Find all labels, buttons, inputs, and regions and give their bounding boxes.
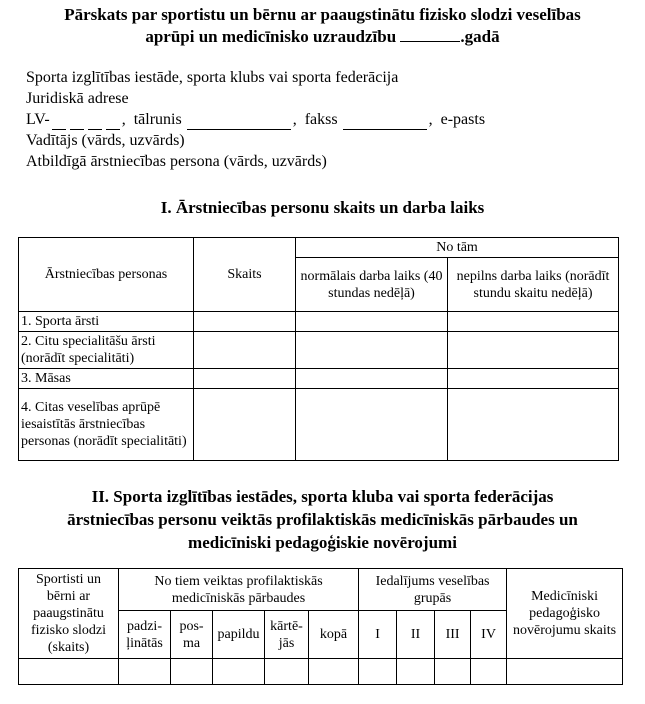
row-label: 3. Māsas <box>19 369 194 389</box>
part-time-cell[interactable] <box>448 369 619 389</box>
col-header-checks: No tiem veiktas profilaktiskās medicīniskās pārbaudes <box>119 569 359 611</box>
col-header-of-which: No tām <box>296 238 619 258</box>
col-header-group-4: IV <box>471 611 507 659</box>
contact-line: LV- , tālrunis , fakss , e-pasts <box>26 111 486 128</box>
full-time-cell[interactable] <box>296 312 448 332</box>
table-row <box>19 659 623 685</box>
athletes-cell[interactable] <box>19 659 119 685</box>
table-row <box>19 332 619 369</box>
postcode-field-3[interactable] <box>88 114 102 130</box>
fax-field[interactable] <box>343 114 427 130</box>
part-time-cell[interactable] <box>448 312 619 332</box>
col-header-additional: papildu <box>213 611 265 659</box>
postcode-field-1[interactable] <box>52 114 66 130</box>
address-line: Juridiskā adrese <box>26 90 129 107</box>
head-line: Vadītājs (vārds, uzvārds) <box>26 132 185 149</box>
institution-line: Sporta izglītības iestāde, sporta klubs vai sporta federācija <box>26 69 399 86</box>
extended-cell[interactable] <box>119 659 171 685</box>
count-cell[interactable] <box>194 332 296 369</box>
col-header-group-1: I <box>359 611 397 659</box>
report-title-line1: Pārskats par sportistu un bērnu ar paaugstinātu fizisko slodzi veselības <box>64 5 581 24</box>
postcode-field-2[interactable] <box>70 114 84 130</box>
col-header-athletes: Sportisti un bērni ar paaugstinātu fizisko slodzi (skaits) <box>19 569 119 659</box>
postcode-field-4[interactable] <box>106 114 120 130</box>
post-cell[interactable] <box>171 659 213 685</box>
col-header-extended: padzi- ļinātās <box>119 611 171 659</box>
col-header-observations: Medicīniski pedagoģisko novērojumu skaits <box>507 569 623 659</box>
total-cell[interactable] <box>309 659 359 685</box>
part-time-cell[interactable] <box>448 332 619 369</box>
group-3-cell[interactable] <box>435 659 471 685</box>
col-header-total: kopā <box>309 611 359 659</box>
additional-cell[interactable] <box>213 659 265 685</box>
full-time-cell[interactable] <box>296 369 448 389</box>
col-header-full-time: normālais darba laiks (40 stundas nedēļā) <box>296 258 448 312</box>
observations-cell[interactable] <box>507 659 623 685</box>
section2-title-line2: ārstniecības personu veiktās profilaktiskās medicīniskās pārbaudes un <box>67 510 578 529</box>
health-person-line: Atbildīgā ārstniecības persona (vārds, uzvārds) <box>26 153 327 170</box>
row-label: 4. Citas veselības aprūpē iesaistītās ārstniecības personas (norādīt specialitāti) <box>19 389 194 461</box>
institution-details <box>26 67 634 172</box>
col-header-regular: kārtē- jās <box>265 611 309 659</box>
col-header-group-2: II <box>397 611 435 659</box>
col-header-count: Skaits <box>194 238 296 312</box>
count-cell[interactable] <box>194 389 296 461</box>
count-cell[interactable] <box>194 369 296 389</box>
row-label: 1. Sporta ārsti <box>19 312 194 332</box>
report-title-line2: aprūpi un medicīnisko uzraudzību .gadā <box>145 27 500 46</box>
medical-checks-table <box>18 568 623 685</box>
full-time-cell[interactable] <box>296 389 448 461</box>
part-time-cell[interactable] <box>448 389 619 461</box>
full-time-cell[interactable] <box>296 332 448 369</box>
table-row <box>19 369 619 389</box>
group-2-cell[interactable] <box>397 659 435 685</box>
table-row <box>19 312 619 332</box>
table-row <box>19 389 619 461</box>
phone-field[interactable] <box>187 114 291 130</box>
row-label: 2. Citu specialitāšu ārsti (norādīt specialitāti) <box>19 332 194 369</box>
year-blank[interactable] <box>400 27 460 42</box>
section2-title-line3: medicīniski pedagoģiskie novērojumi <box>188 533 457 552</box>
regular-cell[interactable] <box>265 659 309 685</box>
group-1-cell[interactable] <box>359 659 397 685</box>
col-header-persons: Ārstniecības personas <box>19 238 194 312</box>
group-4-cell[interactable] <box>471 659 507 685</box>
col-header-groups: Iedalījums veselības grupās <box>359 569 507 611</box>
section2-title-line1: II. Sporta izglītības iestādes, sporta kluba vai sporta federācijas <box>91 487 554 506</box>
col-header-group-3: III <box>435 611 471 659</box>
health-staff-table <box>18 237 619 461</box>
count-cell[interactable] <box>194 312 296 332</box>
col-header-post: pos- ma <box>171 611 213 659</box>
col-header-part-time: nepilns darba laiks (norādīt stundu skaitu nedēļā) <box>448 258 619 312</box>
section1-title: I. Ārstniecības personu skaits un darba laiks <box>160 198 485 217</box>
